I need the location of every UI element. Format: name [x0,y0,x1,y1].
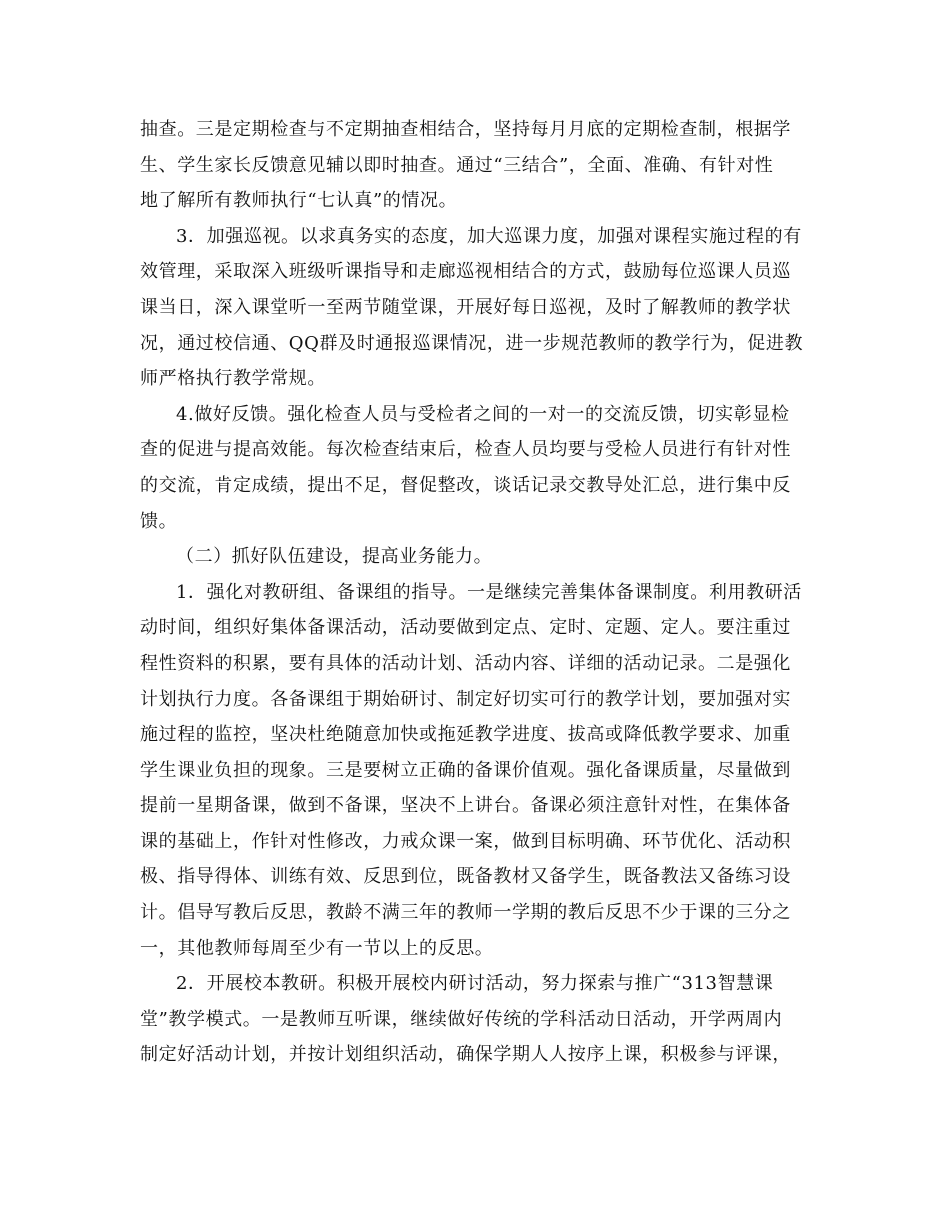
text-line: 馈。 [140,510,178,532]
text-line: 一，其他教师每周至少有一节以上的反思。 [140,937,494,959]
document-body [140,112,805,1073]
text-line: 极、指导得体、训练有效、反思到位，既备教材又备学生，既备教法又备练习设 [140,866,791,888]
text-line: 4.做好反馈。强化检查人员与受检者之间的一对一的交流反馈，切实彰显检 [176,403,790,425]
heading-line: （二）抓好队伍建设，提高业务能力。 [176,546,493,568]
paragraph-feedback [140,397,805,539]
text-line: 计。倡导写教后反思，教龄不满三年的教师一学期的教后反思不少于课的三分之 [140,902,791,924]
text-line: 的交流，肯定成绩，提出不足，督促整改，谈话记录交教导处汇总，进行集中反 [140,474,791,496]
text-line: 计划执行力度。各备课组于期始研讨、制定好切实可行的教学计划，要加强对实 [140,688,791,710]
text-line: 查的促进与提高效能。每次检查结束后，检查人员均要与受检人员进行有针对性 [140,439,791,461]
section-heading [140,539,805,575]
text-line: 抽查。三是定期检查与不定期抽查相结合，坚持每月月底的定期检查制，根据学 [140,119,791,140]
text-line: 地了解所有教师执行“七认真”的情况。 [140,190,458,212]
text-line: 制定好活动计划，并按计划组织活动，确保学期人人按序上课，积极参与评课， [140,1044,791,1066]
paragraph-patrol [140,219,805,397]
text-line: 提前一星期备课，做到不备课，坚决不上讲台。备课必须注意针对性，在集体备 [140,795,791,817]
paragraph-continued [140,112,805,219]
text-line: 动时间，组织好集体备课活动，活动要做到定点、定时、定题、定人。要注重过 [140,617,791,639]
text-line: 堂”教学模式。一是教师互听课，继续做好传统的学科活动日活动，开学两周内 [140,1008,783,1030]
paragraph-research [140,966,805,1073]
text-line: 师严格执行教学常规。 [140,368,326,390]
text-line: 3．加强巡视。以求真务实的态度，加大巡课力度，加强对课程实施过程的有 [176,225,802,247]
text-line: 课的基础上，作针对性修改，力戒众课一案，做到目标明确、环节优化、活动积 [140,830,791,852]
paragraph-guidance [140,575,805,967]
text-line: 课当日，深入课堂听一至两节随堂课，开展好每日巡视，及时了解教师的教学状 [140,296,791,318]
text-line: 生、学生家长反馈意见辅以即时抽查。通过“三结合”，全面、准确、有针对性 [140,154,774,176]
text-line: 学生课业负担的现象。三是要树立正确的备课价值观。强化备课质量，尽量做到 [140,759,791,781]
text-line: 程性资料的积累，要有具体的活动计划、活动内容、详细的活动记录。二是强化 [140,652,791,674]
text-line: 施过程的监控，坚决杜绝随意加快或拖延教学进度、拔高或降低教学要求、加重 [140,724,791,746]
text-line: 效管理，采取深入班级听课指导和走廊巡视相结合的方式，鼓励每位巡课人员巡 [140,261,791,283]
text-line: 况，通过校信通、QQ群及时通报巡课情况，进一步规范教师的教学行为，促进教 [140,332,804,354]
text-line: 2．开展校本教研。积极开展校内研讨活动，努力探索与推广“313智慧课 [176,973,774,995]
text-line: 1．强化对教研组、备课组的指导。一是继续完善集体备课制度。利用教研活 [176,581,802,603]
